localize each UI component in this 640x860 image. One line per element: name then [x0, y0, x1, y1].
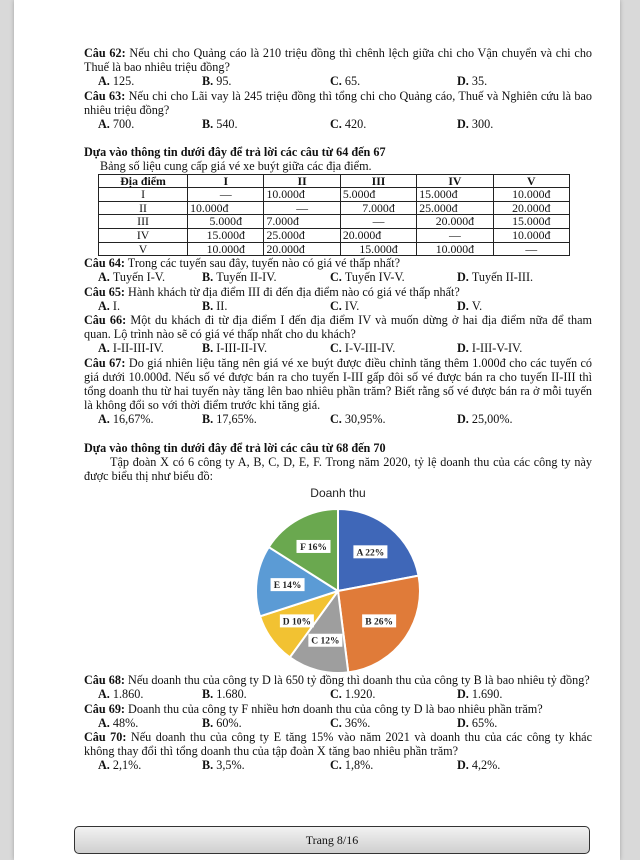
table-cell: 20.000đ [340, 229, 416, 243]
answer-options [84, 687, 592, 701]
table-cell: 10.000đ [188, 242, 264, 256]
option-text: 36%. [344, 715, 371, 730]
page-content [84, 46, 592, 773]
option-text: Tuyến II-III. [471, 270, 534, 285]
section-heading: Dựa vào thông tin dưới đây để trả lời các câu từ 68 đến 70 [84, 440, 386, 455]
option-letter: A. [98, 758, 110, 773]
option-text: 2,1%. [112, 758, 142, 773]
table-row [99, 201, 570, 215]
option-letter: A. [98, 117, 110, 132]
option-letter: C. [330, 412, 342, 427]
option-text: 95. [216, 74, 232, 89]
table-cell: 10.000đ [188, 201, 264, 215]
option-letter: B. [202, 117, 214, 132]
option-letter: A. [98, 412, 110, 427]
option-text: 48%. [112, 715, 139, 730]
option-text: V. [471, 298, 483, 313]
table-cell: I [99, 188, 188, 202]
table-cell: 5.000đ [188, 215, 264, 229]
option-letter: B. [202, 298, 214, 313]
question-69 [84, 702, 592, 730]
option-text: 17,65%. [216, 412, 257, 427]
pie-chart-svg [84, 483, 592, 673]
option-text: 1,8%. [344, 758, 374, 773]
page-number: Trang 8/16 [305, 833, 359, 847]
option-text: Tuyến IV-V. [344, 270, 405, 285]
question-text: Doanh thu của công ty F nhiều hơn doanh thu của công ty D là bao nhiêu phần trăm? [128, 701, 543, 716]
option-text: 125. [112, 74, 135, 89]
revenue-pie-chart [84, 483, 592, 673]
table-header-cell: I [188, 174, 264, 188]
table-row [99, 229, 570, 243]
table-cell: 7.000đ [340, 201, 416, 215]
option-text: 1.920. [344, 687, 376, 702]
option-text: 30,95%. [344, 412, 386, 427]
option-letter: C. [330, 270, 342, 285]
question-63 [84, 89, 592, 132]
answer-options [84, 412, 592, 426]
question-label: Câu 64: [84, 256, 125, 271]
table-header-cell: III [340, 174, 416, 188]
question-label: Câu 68: [84, 673, 125, 688]
table-cell: 20.000đ [417, 215, 493, 229]
answer-options [84, 117, 592, 131]
table-header-cell: Địa điểm [99, 174, 188, 188]
question-65 [84, 285, 592, 313]
pie-label-f: F 16% [300, 543, 327, 554]
option-text: 35. [471, 74, 488, 89]
option-text: 420. [344, 117, 367, 132]
option-letter: B. [202, 687, 214, 702]
option-letter: C. [330, 715, 342, 730]
option-letter: C. [330, 74, 342, 89]
option-text: Tuyến I-V. [112, 270, 166, 285]
option-letter: B. [202, 74, 214, 89]
question-text: Nếu doanh thu của công ty D là 650 tỷ đồng thì doanh thu của công ty B là bao nhiêu tỷ đồng? [128, 673, 590, 688]
table-cell: 20.000đ [493, 201, 569, 215]
table-cell: 10.000đ [493, 229, 569, 243]
question-label: Câu 67: [84, 355, 126, 370]
option-text: II. [216, 298, 228, 313]
table-cell: — [493, 242, 569, 256]
table-row [99, 215, 570, 229]
question-text: Trong các tuyến sau đây, tuyến nào có giá vé thấp nhất? [127, 256, 401, 271]
option-text: 3,5%. [216, 758, 245, 773]
section-heading: Dựa vào thông tin dưới đây để trả lời các câu từ 64 đến 67 [84, 145, 386, 160]
option-letter: C. [330, 341, 342, 356]
answer-options [84, 341, 592, 355]
question-text: Nếu chi cho Lãi vay là 245 triệu đồng thì tổng chi cho Quảng cáo, Thuế và Nghiên cứu là bao nhiêu triệu đồng? [84, 88, 593, 117]
answer-options [84, 758, 592, 772]
table-cell: — [340, 215, 416, 229]
option-text: 65. [344, 74, 361, 89]
pie-label-d: D 10% [282, 617, 311, 628]
option-letter: D. [457, 298, 469, 313]
option-text: 300. [471, 117, 494, 132]
option-text: 1.860. [112, 687, 144, 702]
option-letter: C. [330, 758, 342, 773]
question-text: Hành khách từ địa điểm III đi đến địa điểm nào có giá vé thấp nhất? [128, 284, 460, 299]
option-letter: B. [202, 341, 214, 356]
option-letter: A. [98, 341, 110, 356]
table-cell: 10.000đ [264, 188, 340, 202]
option-text: I-II-III-IV. [112, 341, 164, 356]
table-cell: — [417, 229, 493, 243]
option-letter: A. [98, 715, 110, 730]
option-text: Tuyến II-IV. [216, 270, 277, 285]
pie-label-a: A 22% [356, 548, 385, 559]
table-cell: 15.000đ [493, 215, 569, 229]
option-letter: A. [98, 74, 110, 89]
option-letter: C. [330, 687, 342, 702]
table-cell: III [99, 215, 188, 229]
option-letter: D. [457, 270, 469, 285]
option-letter: D. [457, 117, 469, 132]
table-header-cell: V [493, 174, 569, 188]
option-letter: C. [330, 117, 342, 132]
table-row [99, 242, 570, 256]
question-text: Nếu doanh thu của công ty E tăng 15% vào năm 2021 và doanh thu của các công ty khác không thay đổi thì tổng doanh thu của tập đoàn X tăng bao nhiêu phần trăm? [84, 730, 592, 759]
table-header-cell: IV [417, 174, 493, 188]
option-text: 16,67%. [112, 412, 154, 427]
table-header-cell: II [264, 174, 340, 188]
option-letter: B. [202, 715, 214, 730]
exam-page [14, 0, 620, 860]
chart-title: Doanh thu [310, 486, 366, 501]
table-cell: 20.000đ [264, 242, 340, 256]
option-text: I. [112, 298, 121, 313]
question-label: Câu 63: [84, 88, 126, 103]
option-letter: B. [202, 758, 214, 773]
section-intro: Tập đoàn X có 6 công ty A, B, C, D, E, F. Trong năm 2020, tỷ lệ doanh thu của các công ty này được biểu thị như biểu đồ: [84, 454, 592, 484]
pie-label-b: B 26% [365, 617, 393, 628]
page-footer [74, 826, 590, 854]
option-text: I-III-II-IV. [216, 341, 268, 356]
option-letter: D. [457, 341, 469, 356]
option-text: 700. [112, 117, 135, 132]
option-text: 60%. [216, 715, 242, 730]
option-letter: D. [457, 412, 469, 427]
option-letter: A. [98, 687, 110, 702]
table-cell: 10.000đ [493, 188, 569, 202]
question-label: Câu 66: [84, 313, 127, 327]
option-letter: D. [457, 715, 469, 730]
option-letter: A. [98, 270, 110, 285]
option-text: 25,00%. [471, 412, 513, 427]
option-letter: B. [202, 270, 214, 285]
table-cell: 10.000đ [417, 242, 493, 256]
option-letter: A. [98, 298, 110, 313]
table-cell: 15.000đ [340, 242, 416, 256]
question-64 [84, 256, 592, 284]
table-caption: Bảng số liệu cung cấp giá vé xe buýt giữa các địa điểm. [100, 159, 372, 174]
option-text: 1.680. [216, 687, 247, 702]
question-text: Một du khách đi từ địa điểm I đến địa điểm IV và muốn dừng ở hai địa điểm nữa để tham quan. Lộ trình nào sẽ có giá vé thấp nhất cho du khách? [84, 313, 593, 342]
table-cell: — [264, 201, 340, 215]
question-70 [84, 730, 592, 773]
option-text: I-III-V-IV. [471, 341, 523, 356]
table-cell: II [99, 201, 188, 215]
pie-label-e: E 14% [273, 581, 302, 592]
option-text: 65%. [471, 715, 498, 730]
question-label: Câu 70: [84, 730, 127, 745]
option-letter: D. [457, 758, 469, 773]
option-text: 4,2%. [471, 758, 501, 773]
question-label: Câu 62: [84, 46, 126, 60]
table-header-row [99, 174, 570, 188]
table-row [99, 188, 570, 202]
answer-options [84, 716, 592, 730]
question-label: Câu 65: [84, 284, 125, 299]
answer-options [84, 74, 592, 88]
option-letter: D. [457, 687, 469, 702]
option-text: IV. [344, 298, 360, 313]
pie-label-c: C 12% [311, 636, 340, 647]
option-text: 1.690. [471, 687, 503, 702]
question-label: Câu 69: [84, 701, 125, 716]
table-cell: 15.000đ [188, 229, 264, 243]
option-letter: B. [202, 412, 214, 427]
question-68 [84, 673, 592, 701]
question-text: Do giá nhiên liệu tăng nên giá vé xe buýt được điều chỉnh tăng thêm 1.000đ cho các tuyến có giá dưới 10.000đ. Nếu số vé được bán ra cho tuyến I-III gấp đôi số vé được bán ra cho tuyến II-III thì tổng doanh thu từ hai tuyến này tăng lên bao nhiêu phần trăm? Biết rằng số vé được bán ra ở mỗi tuyến là không đổi so với thời điểm trước khi tăng giá. [84, 355, 593, 413]
table-cell: 15.000đ [417, 188, 493, 202]
option-text: 540. [216, 117, 238, 132]
answer-options [84, 270, 592, 284]
table-cell: V [99, 242, 188, 256]
table-cell: 7.000đ [264, 215, 340, 229]
question-66 [84, 313, 592, 356]
question-62 [84, 46, 592, 89]
option-text: I-V-III-IV. [344, 341, 396, 356]
table-cell: — [188, 188, 264, 202]
table-cell: 25.000đ [417, 201, 493, 215]
question-67 [84, 356, 592, 427]
fare-table [98, 174, 570, 257]
option-letter: C. [330, 298, 342, 313]
question-text: Nếu chi cho Quảng cáo là 210 triệu đồng thì chênh lệch giữa chi cho Vận chuyển và chi cho Thuế là bao nhiêu triệu đồng? [84, 46, 593, 75]
option-letter: D. [457, 74, 469, 89]
table-cell: 5.000đ [340, 188, 416, 202]
table-cell: 25.000đ [264, 229, 340, 243]
answer-options [84, 299, 592, 313]
table-cell: IV [99, 229, 188, 243]
